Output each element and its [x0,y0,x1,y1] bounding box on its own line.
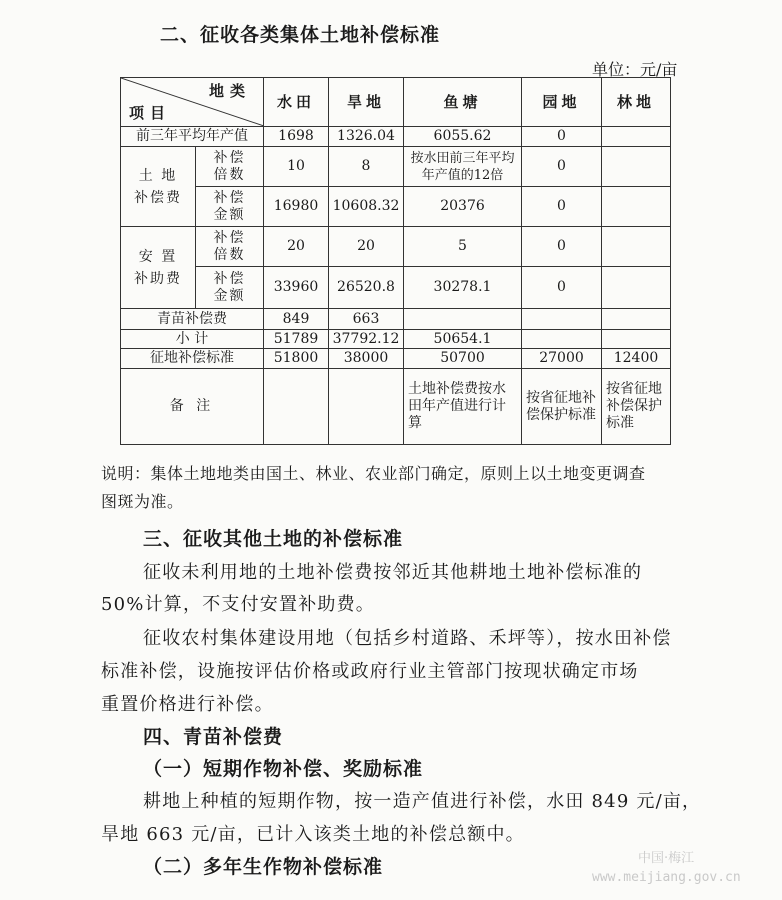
table-cell: 663 [329,309,404,330]
watermark-name: 中国·梅江 [638,851,695,866]
table-cell: 0 [522,227,602,267]
table-header-row [121,78,671,127]
section4-title: 四、青苗补偿费 [143,726,284,748]
note-line: 图斑为准。 [101,492,184,511]
table-cell: 8 [329,147,404,187]
section4-subtitle: （一）短期作物补偿、奖励标准 [143,758,424,780]
table-cell [602,127,671,147]
table-row [121,227,671,267]
table-row [121,330,671,349]
row-sublabel-line: 补偿 [213,149,246,166]
row-sublabel-line: 金额 [213,287,246,304]
table-cell [602,187,671,227]
corner-bottom-label: 项目 [129,104,172,122]
table-cell [602,267,671,309]
table-cell: 1698 [264,127,329,147]
table-cell [329,369,404,445]
table-cell [264,369,329,445]
col-header-paddy: 水田 [264,78,329,127]
table-cell: 按省征地补偿保护标准 [602,369,671,445]
table-cell [522,309,602,330]
col-header-fishpond: 鱼塘 [404,78,522,127]
paragraph-line: 耕地上种植的短期作物，按一造产值进行补偿，水田 849 元/亩， [143,791,702,812]
table-cell: 1326.04 [329,127,404,147]
row-sublabel [196,147,264,187]
table-row [121,147,671,187]
row-sublabel [196,267,264,309]
table-cell [602,227,671,267]
paragraph-line: 旱地 663 元/亩，已计入该类土地的补偿总额中。 [101,824,525,845]
row-label: 征地补偿标准 [121,349,264,369]
table-cell: 5 [404,227,522,267]
table-row [121,349,671,369]
table-cell: 10608.32 [329,187,404,227]
row-group-label-line: 补助费 [134,270,182,287]
row-group-label-line: 土 地 [138,167,178,184]
table-row [121,309,671,330]
unit-label: 单位：元/亩 [592,60,678,79]
table-cell: 10 [264,147,329,187]
col-header-forest: 林地 [602,78,671,127]
table-cell: 土地补偿费按水田年产值进行计算 [404,369,522,445]
table-cell: 按省征地补偿保护标准 [522,369,602,445]
paragraph-line: 标准补偿，设施按评估价格或政府行业主管部门按现状确定市场 [101,661,639,682]
compensation-table [120,77,671,445]
row-sublabel [196,187,264,227]
table-cell: 849 [264,309,329,330]
table-row [121,187,671,227]
row-sublabel-line: 倍数 [213,166,246,183]
paragraph-line: 重置价格进行补偿。 [101,694,274,715]
row-label: 青苗补偿费 [121,309,264,330]
table-cell: 20 [329,227,404,267]
table-cell: 27000 [522,349,602,369]
row-group-label-line: 补偿费 [134,189,182,206]
table-cell [522,330,602,349]
table-cell [602,147,671,187]
row-sublabel-line: 补偿 [213,270,246,287]
table-cell [404,309,522,330]
table-cell: 0 [522,147,602,187]
row-group-label [121,147,196,227]
table-cell: 0 [522,267,602,309]
table-cell: 33960 [264,267,329,309]
table-cell: 26520.8 [329,267,404,309]
table-cell [602,330,671,349]
row-group-label [121,227,196,309]
table-row [121,127,671,147]
table-cell: 50654.1 [404,330,522,349]
table-cell: 16980 [264,187,329,227]
corner-top-label: 地类 [208,82,251,100]
col-header-dryland: 旱地 [329,78,404,127]
row-label: 小 计 [121,330,264,349]
table-cell: 37792.12 [329,330,404,349]
table-cell: 51789 [264,330,329,349]
paragraph-line: 50%计算，不支付安置补助费。 [101,594,376,615]
table-cell: 51800 [264,349,329,369]
section3-title: 三、征收其他土地的补偿标准 [143,528,404,550]
table-cell: 按水田前三年平均年产值的12倍 [404,147,522,187]
paragraph-line: 征收农村集体建设用地（包括乡村道路、禾坪等），按水田补偿 [143,628,672,649]
table-cell: 20 [264,227,329,267]
table-cell [602,309,671,330]
note-line: 说明：集体土地地类由国土、林业、农业部门确定，原则上以土地变更调查 [101,464,646,483]
table-cell: 0 [522,187,602,227]
row-label: 备 注 [121,369,264,445]
section4-subtitle: （二）多年生作物补偿标准 [143,856,384,878]
table-cell: 12400 [602,349,671,369]
table-cell: 30278.1 [404,267,522,309]
row-sublabel-line: 补偿 [213,189,246,206]
corner-cell [121,78,264,127]
table-row [121,267,671,309]
row-sublabel-line: 倍数 [213,246,246,263]
row-sublabel-line: 补偿 [213,229,246,246]
table-cell: 38000 [329,349,404,369]
section2-title: 二、征收各类集体土地补偿标准 [160,24,441,46]
col-header-orchard: 园地 [522,78,602,127]
watermark-url: www.meijiang.gov.cn [592,870,741,885]
row-label: 前三年平均年产值 [121,127,264,147]
row-sublabel-line: 金额 [213,206,246,223]
table-cell: 50700 [404,349,522,369]
paragraph-line: 征收未利用地的土地补偿费按邻近其他耕地土地补偿标准的 [143,562,643,583]
table-cell: 0 [522,127,602,147]
row-group-label-line: 安 置 [138,248,178,265]
table-cell: 20376 [404,187,522,227]
table-cell: 6055.62 [404,127,522,147]
row-sublabel [196,227,264,267]
table-row [121,369,671,445]
